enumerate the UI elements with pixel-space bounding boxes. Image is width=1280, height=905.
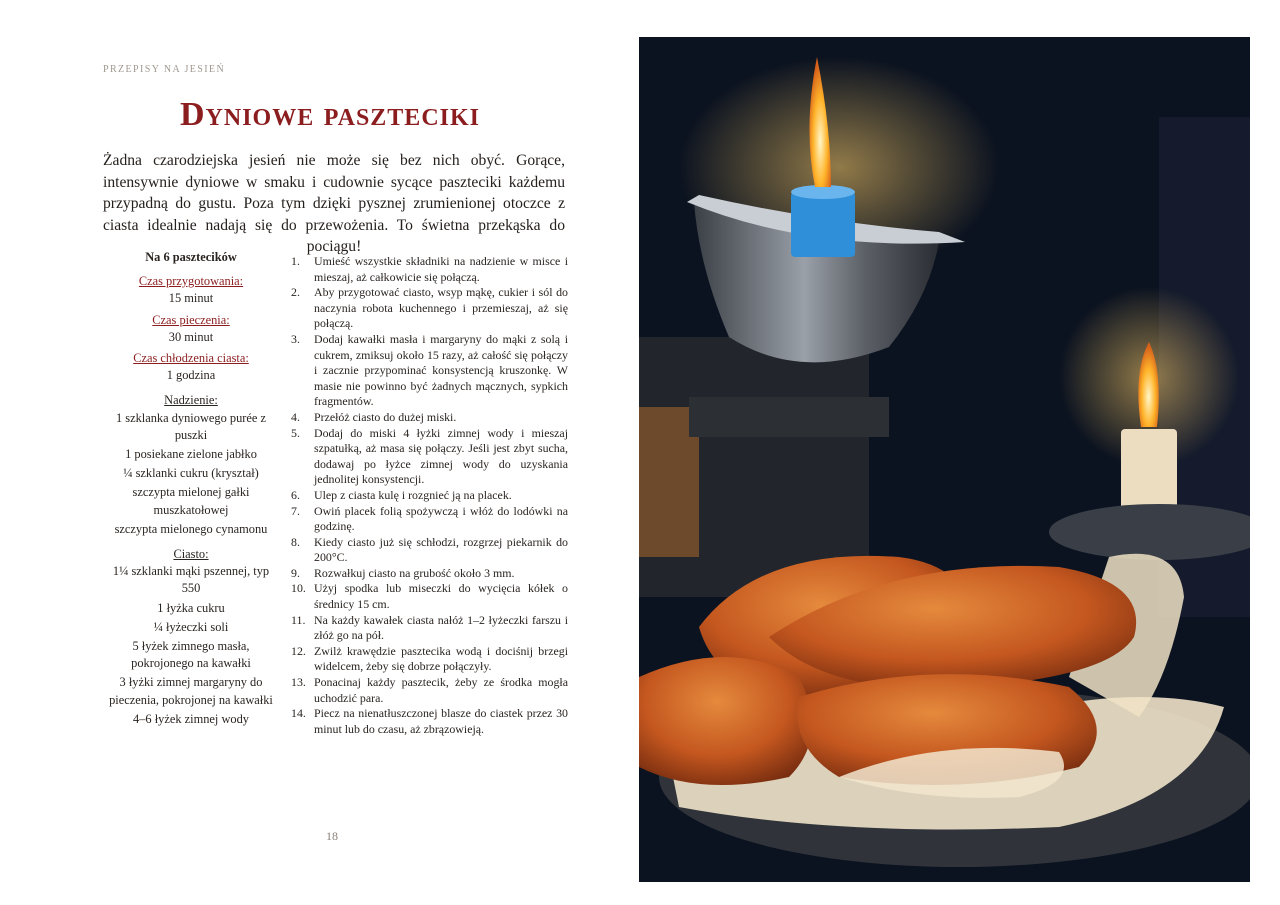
filling-heading: Nadzienie: [164,393,218,408]
method-step [291,488,568,504]
step-number: 2. [291,285,300,300]
dough-ingredient: 1 łyżka cukru [157,600,225,615]
step-number: 13. [291,675,306,690]
step-number: 10. [291,581,306,596]
blue-candle [791,192,855,257]
step-text: Rozwałkuj ciasto na grubość około 3 mm. [314,565,515,580]
dough-ingredient: 5 łyżek zimnego masła, pokrojonego na kawałki [131,639,251,671]
step-number: 6. [291,487,300,502]
method-step [291,254,568,285]
bake-time-value: 30 minut [168,329,214,344]
prep-time-label: Czas przygotowania: [138,274,244,289]
step-text: Dodaj do miski 4 łyżki zimnej wody i mieszaj szpatułką, aż masa się połączy. Jeśli jest zbyt sucha, dodawaj po łyżce zimnej wody do uzyskania jednolitej konsystencji. [314,425,568,487]
chill-time-label: Czas chłodzenia ciasta: [133,351,249,366]
step-text: Piecz na nienatłuszczonej blasze do ciastek przez 30 minut lub do czasu, aż zbrązowieją. [314,706,568,736]
method-step [291,504,568,535]
dough-heading: Ciasto: [173,547,209,562]
step-text: Dodaj kawałki masła i margaryny do mąki z solą i cukrem, zmiksuj około 15 razy, aż całość się połączy i zacznie przypominać konsystencją kruszonkę. W masie nie powinno być żadnych mącznych, sypkich fragmentów. [314,331,568,409]
method-step [291,535,568,566]
step-text: Owiń placek folią spożywczą i włóż do lodówki na godzinę. [314,503,568,534]
step-number: 4. [291,409,300,424]
method-step [291,332,568,410]
step-text: Przełóż ciasto do dużej miski. [314,409,457,424]
step-text: Kiedy ciasto już się schłodzi, rozgrzej piekarnik do 200°C. [314,534,568,565]
method-step [291,675,568,706]
filling-ingredient: ¼ szklanki cukru (kryształ) [123,466,259,481]
step-number: 11. [291,612,306,627]
dough-ingredient: ¼ łyżeczki soli [153,619,229,634]
pasties-photo [639,37,1250,882]
method-step [291,581,568,612]
method-step [291,566,568,582]
dough-ingredient: 3 łyżki zimnej margaryny do pieczenia, pokrojonej na kawałki [109,675,273,707]
prep-time-value: 15 minut [168,291,214,306]
step-number: 5. [291,425,300,440]
method-step [291,410,568,426]
page-number: 18 [326,829,338,843]
running-header: PRZEPISY NA JESIEŃ [103,64,226,75]
filling-list [103,410,279,538]
recipe-title: Dyniowe paszteciki [180,96,480,133]
filling-ingredient: 1 posiekane zielone jabłko [125,447,257,462]
step-text: Na każdy kawałek ciasta nałóż 1–2 łyżeczki farszu i złóż go na pół. [314,612,568,643]
bake-time-label: Czas pieczenia: [152,312,230,327]
step-text: Umieść wszystkie składniki na nadzienie w misce i mieszaj, aż całkowicie się połączą. [314,254,568,284]
photo-illustration [639,37,1250,882]
method-step [291,644,568,675]
step-number: 7. [291,503,300,518]
step-text: Użyj spodka lub miseczki do wycięcia kółek o średnicy 15 cm. [314,581,568,612]
method-step [291,285,568,332]
filling-ingredient: szczypta mielonego cynamonu [114,521,268,536]
dough-ingredient: 4–6 łyżek zimnej wody [133,711,249,726]
step-text: Zwilż krawędzie pasztecika wodą i dociśnij brzegi widelcem, żeby się dobrze połączyły. [314,643,568,674]
step-text: Ulep z ciasta kulę i rozgnieć ją na placek. [314,487,512,502]
dough-ingredient: 1¼ szklanki mąki pszennej, typ 550 [112,564,270,596]
filling-ingredient: 1 szklanka dyniowego purée z puszki [115,410,266,442]
method-step [291,613,568,644]
method-steps [291,254,568,737]
filling-ingredient: szczypta mielonej gałki muszkatołowej [132,485,250,517]
servings: Na 6 pasztecików [145,250,237,264]
step-number: 12. [291,643,306,658]
recipe-page [0,0,620,905]
pasty [639,657,812,785]
step-number: 1. [291,254,300,268]
recipe-intro: Żadna czarodziejska jesień nie może się bez nich obyć. Gorące, intensywnie dyniowe w smaku i cudownie sycące paszteciki każdemu przypadną do gustu. Poza tym dzięki pysznej zrumienionej otoczce z ciasta idealnie nadają się do przewożenia. To świetna przekąska do pociągu! [103,152,565,255]
step-number: 3. [291,331,300,346]
step-number: 14. [291,706,306,721]
step-number: 8. [291,534,300,549]
method-step [291,706,568,737]
ingredients-sidebar [103,249,279,730]
dough-list [103,563,279,728]
step-text: Aby przygotować ciasto, wsyp mąkę, cukier i sól do naczynia robota kuchennego i przemieszaj, aż się połączą. [314,285,568,331]
step-text: Ponacinaj każdy pasztecik, żeby ze środka mogła uchodzić para. [314,675,568,705]
step-number: 9. [291,565,300,580]
chill-time-value: 1 godzina [166,368,216,383]
method-step [291,426,568,488]
